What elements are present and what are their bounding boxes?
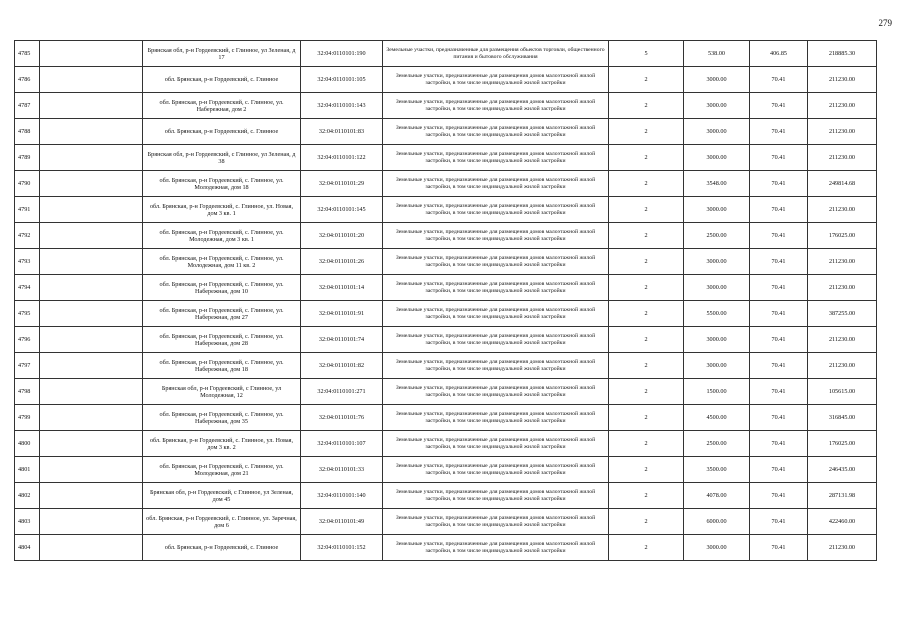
address-cell: обл. Брянская, р-н Гордеевский, с. Глинное, ул. Набережная, дом 27 <box>143 301 301 327</box>
empty-cell <box>40 223 143 249</box>
category-cell: 2 <box>609 223 684 249</box>
area-cell: 3000.00 <box>684 197 750 223</box>
table-row <box>15 275 877 301</box>
area-cell: 5500.00 <box>684 301 750 327</box>
row-number-cell: 4790 <box>15 171 40 197</box>
land-use-cell: Земельные участки, предназначенные для размещения домов малоэтажной жилой застройки, в том числе индивидуальной жилой застройки <box>383 93 609 119</box>
rate-cell: 70.41 <box>750 379 808 405</box>
land-use-cell: Земельные участки, предназначенные для размещения домов малоэтажной жилой застройки, в том числе индивидуальной жилой застройки <box>383 171 609 197</box>
cadastral-value-cell: 316845.00 <box>808 405 877 431</box>
cadastral-number-cell: 32:04:0110101:82 <box>301 353 383 379</box>
area-cell: 4078.00 <box>684 483 750 509</box>
area-cell: 6000.00 <box>684 509 750 535</box>
empty-cell <box>40 535 143 561</box>
area-cell: 2500.00 <box>684 223 750 249</box>
rate-cell: 70.41 <box>750 457 808 483</box>
cadastral-number-cell: 32:04:0110101:29 <box>301 171 383 197</box>
land-use-cell: Земельные участки, предназначенные для размещения домов малоэтажной жилой застройки, в том числе индивидуальной жилой застройки <box>383 379 609 405</box>
category-cell: 2 <box>609 275 684 301</box>
category-cell: 2 <box>609 405 684 431</box>
area-cell: 2500.00 <box>684 431 750 457</box>
row-number-cell: 4787 <box>15 93 40 119</box>
cadastral-number-cell: 32:04:0110101:83 <box>301 119 383 145</box>
empty-cell <box>40 379 143 405</box>
cadastral-number-cell: 32:04:0110101:140 <box>301 483 383 509</box>
cadastral-number-cell: 32:04:0110101:107 <box>301 431 383 457</box>
row-number-cell: 4800 <box>15 431 40 457</box>
address-cell: обл. Брянская, р-н Гордеевский, с. Глинное, ул. Набережная, дом 18 <box>143 353 301 379</box>
cadastral-value-cell: 287131.98 <box>808 483 877 509</box>
rate-cell: 70.41 <box>750 67 808 93</box>
address-cell: обл. Брянская, р-н Гордеевский, с. Глинное <box>143 67 301 93</box>
category-cell: 2 <box>609 509 684 535</box>
cadastral-number-cell: 32:04:0110101:76 <box>301 405 383 431</box>
empty-cell <box>40 249 143 275</box>
table-row <box>15 483 877 509</box>
address-cell: Брянская обл, р-н Гордеевский, с Глинное, ул Зеленая, д 38 <box>143 145 301 171</box>
area-cell: 3000.00 <box>684 535 750 561</box>
land-use-cell: Земельные участки, предназначенные для размещения домов малоэтажной жилой застройки, в том числе индивидуальной жилой застройки <box>383 353 609 379</box>
address-cell: обл. Брянская, р-н Гордеевский, с. Глинное, ул. Набережная, дом 35 <box>143 405 301 431</box>
land-use-cell: Земельные участки, предназначенные для размещения домов малоэтажной жилой застройки, в том числе индивидуальной жилой застройки <box>383 431 609 457</box>
area-cell: 3500.00 <box>684 457 750 483</box>
cadastral-value-cell: 211230.00 <box>808 275 877 301</box>
rate-cell: 70.41 <box>750 249 808 275</box>
page-number: 279 <box>878 18 892 28</box>
cadastral-value-cell: 211230.00 <box>808 353 877 379</box>
area-cell: 3000.00 <box>684 275 750 301</box>
cadastral-value-cell: 211230.00 <box>808 249 877 275</box>
table-row <box>15 353 877 379</box>
land-registry-table <box>14 40 877 561</box>
table-row <box>15 327 877 353</box>
land-use-cell: Земельные участки, предназначенные для размещения домов малоэтажной жилой застройки, в том числе индивидуальной жилой застройки <box>383 509 609 535</box>
cadastral-number-cell: 32:04:0110101:105 <box>301 67 383 93</box>
land-use-cell: Земельные участки, предназначенные для размещения объектов торговли, общественного питания и бытового обслуживания <box>383 41 609 67</box>
empty-cell <box>40 457 143 483</box>
cadastral-value-cell: 218885.30 <box>808 41 877 67</box>
rate-cell: 406.85 <box>750 41 808 67</box>
area-cell: 3000.00 <box>684 249 750 275</box>
category-cell: 2 <box>609 483 684 509</box>
rate-cell: 70.41 <box>750 353 808 379</box>
empty-cell <box>40 353 143 379</box>
cadastral-value-cell: 211230.00 <box>808 197 877 223</box>
row-number-cell: 4794 <box>15 275 40 301</box>
empty-cell <box>40 509 143 535</box>
area-cell: 3000.00 <box>684 67 750 93</box>
empty-cell <box>40 67 143 93</box>
cadastral-value-cell: 211230.00 <box>808 327 877 353</box>
address-cell: обл. Брянская, р-н Гордеевский, с. Глинное, ул. Набережная, дом 10 <box>143 275 301 301</box>
land-use-cell: Земельные участки, предназначенные для размещения домов малоэтажной жилой застройки, в том числе индивидуальной жилой застройки <box>383 223 609 249</box>
row-number-cell: 4795 <box>15 301 40 327</box>
cadastral-value-cell: 246435.00 <box>808 457 877 483</box>
category-cell: 2 <box>609 379 684 405</box>
row-number-cell: 4801 <box>15 457 40 483</box>
land-use-cell: Земельные участки, предназначенные для размещения домов малоэтажной жилой застройки, в том числе индивидуальной жилой застройки <box>383 535 609 561</box>
table-row <box>15 431 877 457</box>
category-cell: 2 <box>609 457 684 483</box>
category-cell: 2 <box>609 535 684 561</box>
cadastral-number-cell: 32:04:0110101:91 <box>301 301 383 327</box>
rate-cell: 70.41 <box>750 197 808 223</box>
cadastral-number-cell: 32:04:0110101:49 <box>301 509 383 535</box>
cadastral-value-cell: 105615.00 <box>808 379 877 405</box>
rate-cell: 70.41 <box>750 145 808 171</box>
empty-cell <box>40 119 143 145</box>
empty-cell <box>40 327 143 353</box>
empty-cell <box>40 171 143 197</box>
cadastral-value-cell: 211230.00 <box>808 93 877 119</box>
area-cell: 4500.00 <box>684 405 750 431</box>
rate-cell: 70.41 <box>750 119 808 145</box>
row-number-cell: 4804 <box>15 535 40 561</box>
table-row <box>15 249 877 275</box>
empty-cell <box>40 301 143 327</box>
table-row <box>15 405 877 431</box>
row-number-cell: 4798 <box>15 379 40 405</box>
category-cell: 2 <box>609 145 684 171</box>
row-number-cell: 4786 <box>15 67 40 93</box>
cadastral-number-cell: 32:04:0110101:122 <box>301 145 383 171</box>
rate-cell: 70.41 <box>750 223 808 249</box>
table-row <box>15 93 877 119</box>
address-cell: обл. Брянская, р-н Гордеевский, с. Глинное <box>143 119 301 145</box>
cadastral-value-cell: 211230.00 <box>808 145 877 171</box>
land-use-cell: Земельные участки, предназначенные для размещения домов малоэтажной жилой застройки, в том числе индивидуальной жилой застройки <box>383 405 609 431</box>
row-number-cell: 4792 <box>15 223 40 249</box>
cadastral-value-cell: 211230.00 <box>808 119 877 145</box>
cadastral-number-cell: 32:04:0110101:74 <box>301 327 383 353</box>
empty-cell <box>40 405 143 431</box>
cadastral-number-cell: 32:04:0110101:33 <box>301 457 383 483</box>
table-row <box>15 301 877 327</box>
cadastral-number-cell: 32:04:0110101:14 <box>301 275 383 301</box>
land-use-cell: Земельные участки, предназначенные для размещения домов малоэтажной жилой застройки, в том числе индивидуальной жилой застройки <box>383 327 609 353</box>
land-use-cell: Земельные участки, предназначенные для размещения домов малоэтажной жилой застройки, в том числе индивидуальной жилой застройки <box>383 145 609 171</box>
category-cell: 2 <box>609 67 684 93</box>
rate-cell: 70.41 <box>750 535 808 561</box>
address-cell: обл. Брянская, р-н Гордеевский, с. Глинное, ул. Молодежная, дом 18 <box>143 171 301 197</box>
row-number-cell: 4785 <box>15 41 40 67</box>
table-row <box>15 171 877 197</box>
cadastral-number-cell: 32:04:0110101:271 <box>301 379 383 405</box>
cadastral-value-cell: 176025.00 <box>808 223 877 249</box>
cadastral-value-cell: 211230.00 <box>808 67 877 93</box>
address-cell: Брянская обл, р-н Гордеевский, с Глинное, ул Зеленая, дом 45 <box>143 483 301 509</box>
category-cell: 2 <box>609 119 684 145</box>
cadastral-number-cell: 32:04:0110101:190 <box>301 41 383 67</box>
category-cell: 2 <box>609 197 684 223</box>
row-number-cell: 4796 <box>15 327 40 353</box>
land-use-cell: Земельные участки, предназначенные для размещения домов малоэтажной жилой застройки, в том числе индивидуальной жилой застройки <box>383 483 609 509</box>
table-row <box>15 41 877 67</box>
row-number-cell: 4788 <box>15 119 40 145</box>
table-row <box>15 535 877 561</box>
category-cell: 2 <box>609 353 684 379</box>
category-cell: 2 <box>609 327 684 353</box>
table-row <box>15 197 877 223</box>
row-number-cell: 4799 <box>15 405 40 431</box>
area-cell: 3000.00 <box>684 353 750 379</box>
land-use-cell: Земельные участки, предназначенные для размещения домов малоэтажной жилой застройки, в том числе индивидуальной жилой застройки <box>383 457 609 483</box>
address-cell: обл. Брянская, р-н Гордеевский, с. Глинное, ул. Молодежная, дом 3 кв. 1 <box>143 223 301 249</box>
table-row <box>15 67 877 93</box>
address-cell: обл. Брянская, р-н Гордеевский, с. Глинное, ул. Молодежная, дом 11 кв. 2 <box>143 249 301 275</box>
cadastral-value-cell: 211230.00 <box>808 535 877 561</box>
rate-cell: 70.41 <box>750 405 808 431</box>
empty-cell <box>40 275 143 301</box>
address-cell: обл. Брянская, р-н Гордеевский, с. Глинное, ул. Новая, дом 3 кв. 2 <box>143 431 301 457</box>
cadastral-value-cell: 249814.68 <box>808 171 877 197</box>
empty-cell <box>40 197 143 223</box>
table-row <box>15 145 877 171</box>
category-cell: 5 <box>609 41 684 67</box>
rate-cell: 70.41 <box>750 93 808 119</box>
empty-cell <box>40 41 143 67</box>
land-use-cell: Земельные участки, предназначенные для размещения домов малоэтажной жилой застройки, в том числе индивидуальной жилой застройки <box>383 301 609 327</box>
category-cell: 2 <box>609 249 684 275</box>
address-cell: обл. Брянская, р-н Гордеевский, с. Глинное, ул. Набережная, дом 2 <box>143 93 301 119</box>
area-cell: 538.00 <box>684 41 750 67</box>
category-cell: 2 <box>609 431 684 457</box>
row-number-cell: 4789 <box>15 145 40 171</box>
cadastral-number-cell: 32:04:0110101:143 <box>301 93 383 119</box>
rate-cell: 70.41 <box>750 431 808 457</box>
area-cell: 3000.00 <box>684 93 750 119</box>
rate-cell: 70.41 <box>750 483 808 509</box>
land-use-cell: Земельные участки, предназначенные для размещения домов малоэтажной жилой застройки, в том числе индивидуальной жилой застройки <box>383 197 609 223</box>
row-number-cell: 4802 <box>15 483 40 509</box>
empty-cell <box>40 431 143 457</box>
area-cell: 3548.00 <box>684 171 750 197</box>
area-cell: 3000.00 <box>684 119 750 145</box>
table-row <box>15 119 877 145</box>
cadastral-value-cell: 387255.00 <box>808 301 877 327</box>
land-use-cell: Земельные участки, предназначенные для размещения домов малоэтажной жилой застройки, в том числе индивидуальной жилой застройки <box>383 67 609 93</box>
rate-cell: 70.41 <box>750 171 808 197</box>
land-use-cell: Земельные участки, предназначенные для размещения домов малоэтажной жилой застройки, в том числе индивидуальной жилой застройки <box>383 249 609 275</box>
address-cell: Брянская обл, р-н Гордеевский, с Глинное, ул Зеленая, д 17 <box>143 41 301 67</box>
address-cell: Брянская обл, р-н Гордеевский, с Глинное, ул Молодежная, 12 <box>143 379 301 405</box>
area-cell: 1500.00 <box>684 379 750 405</box>
address-cell: обл. Брянская, р-н Гордеевский, с. Глинное, ул. Заречная, дом 6 <box>143 509 301 535</box>
cadastral-number-cell: 32:04:0110101:152 <box>301 535 383 561</box>
category-cell: 2 <box>609 301 684 327</box>
row-number-cell: 4797 <box>15 353 40 379</box>
land-use-cell: Земельные участки, предназначенные для размещения домов малоэтажной жилой застройки, в том числе индивидуальной жилой застройки <box>383 275 609 301</box>
table-row <box>15 457 877 483</box>
row-number-cell: 4791 <box>15 197 40 223</box>
land-use-cell: Земельные участки, предназначенные для размещения домов малоэтажной жилой застройки, в том числе индивидуальной жилой застройки <box>383 119 609 145</box>
category-cell: 2 <box>609 93 684 119</box>
table-row <box>15 509 877 535</box>
cadastral-number-cell: 32:04:0110101:145 <box>301 197 383 223</box>
table-row <box>15 223 877 249</box>
empty-cell <box>40 93 143 119</box>
rate-cell: 70.41 <box>750 509 808 535</box>
row-number-cell: 4793 <box>15 249 40 275</box>
rate-cell: 70.41 <box>750 301 808 327</box>
table-row <box>15 379 877 405</box>
cadastral-number-cell: 32:04:0110101:20 <box>301 223 383 249</box>
rate-cell: 70.41 <box>750 327 808 353</box>
address-cell: обл. Брянская, р-н Гордеевский, с. Глинное, ул. Новая, дом 3 кв. 1 <box>143 197 301 223</box>
address-cell: обл. Брянская, р-н Гордеевский, с. Глинное, ул. Набережная, дом 28 <box>143 327 301 353</box>
cadastral-value-cell: 422460.00 <box>808 509 877 535</box>
table-body <box>15 41 877 561</box>
empty-cell <box>40 483 143 509</box>
row-number-cell: 4803 <box>15 509 40 535</box>
rate-cell: 70.41 <box>750 275 808 301</box>
cadastral-value-cell: 176025.00 <box>808 431 877 457</box>
empty-cell <box>40 145 143 171</box>
area-cell: 3000.00 <box>684 145 750 171</box>
cadastral-number-cell: 32:04:0110101:26 <box>301 249 383 275</box>
area-cell: 3000.00 <box>684 327 750 353</box>
address-cell: обл. Брянская, р-н Гордеевский, с. Глинное, ул. Молодежная, дом 21 <box>143 457 301 483</box>
category-cell: 2 <box>609 171 684 197</box>
address-cell: обл. Брянская, р-н Гордеевский, с. Глинное <box>143 535 301 561</box>
